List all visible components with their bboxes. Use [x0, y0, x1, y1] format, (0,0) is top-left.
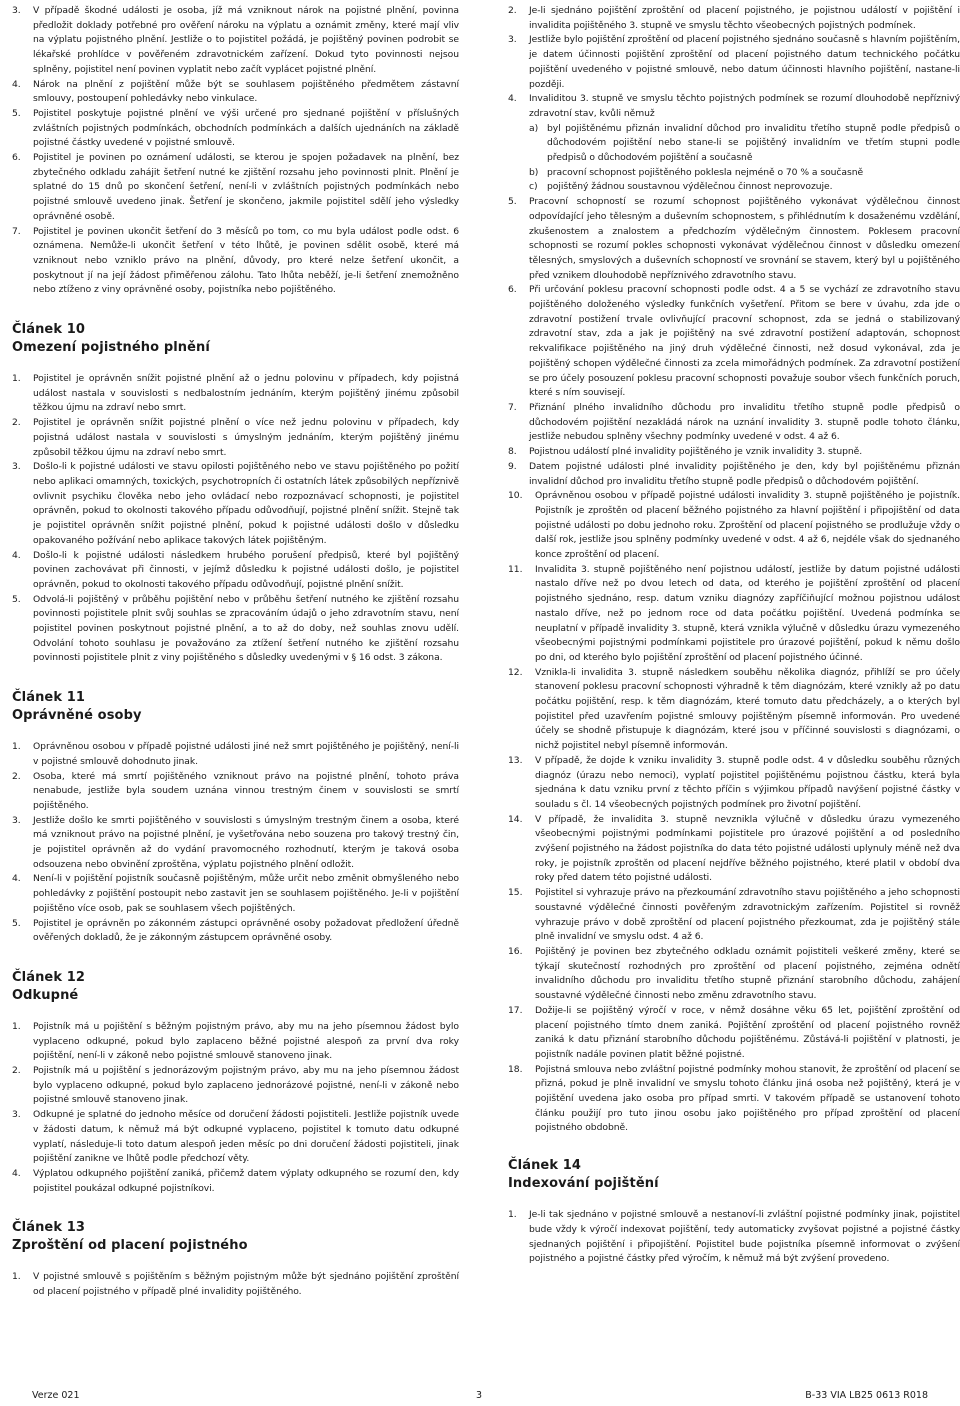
article-14-list	[508, 1208, 960, 1267]
list-item	[508, 666, 960, 754]
item-number: 4.	[12, 78, 21, 90]
item-text: Oprávněnou osobou v případě pojistné události jiné než smrt pojištěného je pojištěný, není-li v pojistné smlouvě dohodnuto jinak.	[33, 741, 459, 767]
list-item	[12, 107, 459, 151]
item-text: Pojistná smlouva nebo zvláštní pojistné podmínky mohou stanovit, že zproštění od placení se přizná, pokud je plně invalidní ve smyslu tohoto článku jiná osoba než pojištěný, která je v pojištění uvedena jako osoba pro případ smrti. V takovém případě se ustanovení tohoto článku použijí pro tuto jinou osobu jako pojištěného pro případ zproštění od placení pojistného obdobně.	[535, 1063, 960, 1134]
article-13-subtitle: Zproštění od placení pojistného	[12, 1238, 248, 1254]
item-number: 5.	[508, 196, 517, 208]
item-text: Invaliditou 3. stupně ve smyslu těchto pojistných podmínek se rozumí dlouhodobě nepříznivý zdravotní stav, kvůli němuž	[529, 93, 960, 119]
item-number: 3.	[508, 34, 517, 46]
sub-item	[529, 122, 960, 166]
list-item	[12, 460, 459, 548]
item-text: Pojistitel je oprávněn snížit pojistné plnění až o jednu polovinu v případech, kdy pojistná událost nastala v souvislosti s nedbalostním jednáním, kterým pojištěný jinému způsobil těžkou újmu na zdraví nebo smrt.	[33, 373, 459, 414]
sub-item	[529, 166, 960, 181]
article-11	[12, 689, 459, 946]
item-number: 8.	[508, 446, 517, 458]
list-item	[508, 4, 960, 33]
item-number: 1.	[508, 1209, 517, 1221]
list-item	[12, 740, 459, 769]
list-top-left	[12, 4, 459, 298]
article-11-title: Článek 11	[12, 690, 86, 706]
item-number: 1.	[12, 1271, 21, 1283]
article-14	[508, 1157, 960, 1267]
item-number: 1.	[12, 1020, 21, 1032]
item-number: 13.	[508, 754, 523, 766]
list-item	[508, 1208, 960, 1267]
item-number: 18.	[508, 1063, 523, 1075]
item-text: Odkupné je splatné do jednoho měsíce od doručení žádosti pojistiteli. Jestliže pojistník uvede v žádosti datum, k němuž má být odkupné vyplaceno, pojistitel k tomuto datu odkupné vyplatí, následuje-li toto datum alespoň jeden měsíc po dni doručení žádosti pojistiteli, jinak pojištění zanikne ve lhůtě podle předchozí věty.	[33, 1109, 459, 1165]
item-number: 1.	[12, 373, 21, 385]
item-text: Oprávněnou osobou v případě pojistné události invalidity 3. stupně pojištěného je pojistník. Pojistník je zproštěn od placení běžného pojistného za hlavní pojištění i připojištění od data pojistné události po dobu jednoho roku. Zproštění od placení pojistného se prodlužuje vždy o další rok, jestliže jsou splněny podmínky uvedené v odst. 4 až 6, nejdéle však do sjednaného konce zproštění od placení.	[535, 490, 960, 561]
item-text: Dožije-li se pojištěný výročí v roce, v němž dosáhne věku 65 let, pojištění zproštění od placení pojistného tímto dnem zaniká. Pojištění zproštění od placení pojistného rovněž zaniká k datu přiznání starobního důchodu pojištěnému. Zůstává-li pojištění v platnosti, je pojistník nadále povinen platit běžné pojistné.	[535, 1004, 960, 1060]
item-number: 4.	[12, 549, 21, 561]
article-10-title: Článek 10	[12, 322, 86, 338]
item-number: 14.	[508, 813, 523, 825]
article-11-list	[12, 740, 459, 946]
item-text: Pracovní schopností se rozumí schopnost pojištěného vykonávat výdělečnou činnost odpovídající jeho tělesným a duševním schopnostem, s přihlédnutím k dosaženému vzdělání, zkušenostem a znalostem a předchozím výdělečným činnostem. Poklesem pracovní schopnosti se rozumí pokles schopnosti vykonávat výdělečnou činnost v důsledku omezení tělesných, smyslových a duševních schopností ve srovnání se stavem, který byl u pojištěného před vznikem dlouhodobě nepříznivého zdravotního stavu.	[529, 196, 960, 281]
list-item	[508, 813, 960, 887]
list-item	[12, 4, 459, 78]
list-item	[508, 489, 960, 563]
item-text: V případě škodné události je osoba, jíž má vzniknout nárok na pojistné plnění, povinna předložit doklady potřebné pro ověření nároku na výplatu a oznámit změny, které mají vliv na výplatu pojistného plnění. Jestliže o to pojistitel požádá, je pojištěný povinen podrobit se lékařské prohlídce v pověřeném zdravotnickém zařízení. Dokud tyto povinnosti nejsou splněny, pojistitel není povinen vyplatit nebo začít vyplácet pojistné plnění.	[33, 5, 459, 75]
sub-item-text: pojištěný žádnou soustavnou výdělečnou činnost neprovozuje.	[547, 181, 833, 193]
list-item	[508, 1004, 960, 1063]
list-item	[12, 78, 459, 107]
list-item	[12, 372, 459, 416]
item-number: 1.	[12, 741, 21, 753]
list-item	[12, 593, 459, 667]
sub-item-text: pracovní schopnost pojištěného poklesla nejméně o 70 % a současně	[547, 166, 864, 178]
footer-document-code: B-33 VIA LB25 0613 R018	[805, 1390, 928, 1401]
list-item	[508, 92, 960, 195]
item-text: Pojistník má u pojištění s jednorázovým pojistným právo, aby mu na jeho písemnou žádost bylo vyplaceno odkupné, pokud bylo zaplaceno jednorázové pojistné, není-li v zákoně nebo pojistné smlouvě stanoveno jinak.	[33, 1065, 459, 1106]
item-number: 6.	[508, 284, 517, 296]
item-number: 9.	[508, 460, 517, 472]
item-number: 7.	[508, 401, 517, 413]
item-text: Došlo-li k pojistné události ve stavu opilosti pojištěného nebo ve stavu pojištěného po požití nebo aplikaci omamných, toxických, psychotropních či ostatních látek způsobilých nepříznivě ovlivnit psychiku člověka nebo jeho ovládací nebo rozpoznávací schopnosti, je pojistitel oprávněn, pokud to okolnosti takového případu odůvodňují, pojistné plnění snížit. Stejně tak je pojistitel oprávněn snížit pojistné plnění, pokud k pojistné události došlo v důsledku opakovaného požívání nebo aplikace takových látek pojištěným.	[33, 461, 459, 546]
item-text: Pojistitel poskytuje pojistné plnění ve výši určené pro sjednané pojištění v příslušných zvláštních pojistných podmínkách, obchodních podmínkách a dalších ujednáních na základě pojistné částky uvedené v pojistné smlouvě.	[33, 107, 459, 149]
list-item	[12, 814, 459, 873]
item-text: Pojistitel je povinen po oznámení události, se kterou je spojen požadavek na plnění, bez zbytečného odkladu zahájit šetření nutné ke zjištění rozsahu jeho povinnosti plnit. Plnění je splatné do 15 dnů po skončení šetření, není-li v zvláštních pojistných podmínkách nebo pojistné smlouvě uvedeno jinak. Šetření je skončeno, jakmile pojistitel sdělí jeho výsledky oprávněné osobě.	[33, 152, 459, 222]
item-number: 3.	[12, 5, 21, 16]
list-item	[508, 283, 960, 401]
footer-version: Verze 021	[32, 1390, 80, 1401]
list-item	[508, 754, 960, 813]
article-12-list	[12, 1020, 459, 1196]
list-item	[508, 945, 960, 1004]
left-column	[12, 4, 459, 1300]
item-number: 10.	[508, 490, 523, 502]
item-text: Není-li v pojištění pojistník současně pojištěným, může určit nebo změnit obmyšleného nebo pohledávky z pojištění postoupit nebo zastavit jen se souhlasem pojištěného. Je-li v pojištění pojištěno více osob, pak se souhlasem všech pojištěných.	[33, 873, 459, 914]
item-number: 5.	[12, 917, 21, 929]
item-text: V případě, že dojde k vzniku invalidity 3. stupně podle odst. 4 v důsledku souběhu různých diagnóz (úrazu nebo nemoci), vyplatí pojistitel pojištěnému pojistnou částku, která byla sjednána k datu vzniku první z těchto příčin s výjimkou případů navýšení pojistné částky v souladu s čl. 14 všeobecných pojistných podmínek pro životní pojištění.	[535, 754, 960, 810]
list-item	[12, 549, 459, 593]
item-text: Pojistnou událostí plné invalidity pojištěného je vznik invalidity 3. stupně.	[529, 446, 863, 458]
list-item	[508, 1063, 960, 1137]
item-number: 2.	[12, 770, 21, 782]
sub-item-letter: a)	[529, 122, 539, 134]
item-number: 16.	[508, 946, 523, 957]
item-number: 2.	[508, 5, 517, 16]
article-11-subtitle: Oprávněné osoby	[12, 708, 142, 724]
item-text: Pojistitel je oprávněn snížit pojistné plnění o více než jednu polovinu v případech, kdy pojistná událost nastala v souvislosti s úmyslným jednáním, kterým pojištěný jinému způsobil těžkou újmu na zdraví nebo smrt.	[33, 417, 459, 458]
list-item	[12, 917, 459, 946]
item-text: Pojistitel si vyhrazuje právo na přezkoumání zdravotního stavu pojištěného a jeho schopnosti soustavné výdělečné činnosti pověřeným zdravotnickým zařízením. Pojistitel si rovněž vyhrazuje právo v době zproštění od placení pojistného přezkoumat, zda je pojištěný stále plně invalidní ve smyslu odst. 4 až 6.	[535, 887, 960, 943]
list-item	[12, 416, 459, 460]
item-text: Pojistník má u pojištění s běžným pojistným právo, aby mu na jeho písemnou žádost bylo vyplaceno odkupné, pokud bylo zaplaceno běžné pojistné alespoň za první dva roky pojištění, není-li v zákoně nebo pojistné smlouvě stanoveno jinak.	[33, 1020, 459, 1062]
item-number: 3.	[12, 1109, 21, 1121]
sub-item	[529, 180, 960, 195]
article-12	[12, 969, 459, 1196]
item-text: Je-li tak sjednáno v pojistné smlouvě a nestanoví-li zvláštní pojistné podmínky jinak, pojistitel bude vždy k výročí indexovat pojištění, tedy automaticky zvyšovat pojistné a pojistné částky sjednaných pojištění i připojištění. Pojistitel bude pojistníka písemně informovat o zvýšení pojistného a pojistné částky před výročím, k němuž má být zvýšení provedeno.	[529, 1209, 960, 1265]
item-text: V pojistné smlouvě s pojištěním s běžným pojistným může být sjednáno pojištění zproštění od placení pojistného v případě plné invalidity pojištěného.	[33, 1271, 459, 1298]
right-column	[508, 4, 960, 1267]
sub-item-letter: c)	[529, 181, 538, 193]
list-item	[12, 225, 459, 299]
item-text: Pojistitel je povinen ukončit šetření do 3 měsíců po tom, co mu byla událost podle odst. 6 oznámena. Nemůže-li ukončit šetření v této lhůtě, je povinen sdělit osobě, které má vzniknout nebo vzniklo právo na plnění, důvody, pro které nelze šetření ukončit, a poskytnout jí na její žádost přiměřenou zálohu. Tato lhůta neběží, je-li šetření znemožněno nebo ztíženo z viny oprávněné osoby, pojistníka nebo pojištěného.	[33, 225, 459, 296]
item-text: Jestliže bylo pojištění zproštění od placení pojistného sjednáno současně s hlavním pojištěním, je datem účinnosti pojištění zproštění od placení pojistného datum technického počátku pojištění uvedeného v pojistné smlouvě, nebo datum účinnosti hlavního pojištění, nastane-li později.	[529, 34, 960, 90]
list-item	[12, 770, 459, 814]
item-text: Datem pojistné události plné invalidity pojištěného je den, kdy byl pojištěnému přiznán invalidní důchod pro invaliditu třetího stupně podle předpisů o důchodovém pojištění.	[529, 460, 960, 487]
list-item	[508, 460, 960, 489]
item-number: 15.	[508, 887, 523, 899]
item-text: Odvolá-li pojištěný v průběhu pojištění nebo v průběhu šetření nutného ke zjištění rozsahu povinnosti pojistitele plnit svůj souhlas se zpracováním údajů o jeho zdravotním stavu, není pojistitel povinen poskytnout pojistné plnění, a to až do doby, než souhlas znovu udělí. Odvolání tohoto souhlasu je považováno za ztížení šetření nutného ke zjištění rozsahu povinnosti pojistitele plnit z viny pojištěného s důsledky uvedenými v § 16 odst. 3 zákona.	[33, 593, 459, 664]
list-item	[508, 886, 960, 945]
item-text: Jestliže došlo ke smrti pojištěného v souvislosti s úmyslným trestným činem a osoba, které má vzniknout právo na pojistné plnění, je vyšetřována nebo souzena pro takový trestný čin, je pojistitel oprávněn až do vydání pravomocného rozhodnutí, kterým je taková osoba odsouzena nebo obvinění zproštěna, výplatu pojistného plnění odložit.	[33, 814, 459, 870]
item-text: Osoba, které má smrtí pojištěného vzniknout právo na pojistné plnění, tohoto práva nenabude, jestliže byla soudem uznána vinnou trestným činem v souvislosti se smrtí pojištěného.	[33, 770, 459, 811]
list-item	[508, 401, 960, 445]
item-text: Invalidita 3. stupně pojištěného není pojistnou událostí, jestliže by datum pojistné události nastalo dříve než po dvou letech od data, od kterého je pojištění zproštění od placení pojistného sjednáno, resp. datum vzniku diagnózy zapříčiňující možnou pojistnou událost nastalo dříve, než po jednom roce od data počátku pojištění. Uvedená podmínka se neuplatní v případě invalidity 3. stupně, která vznikla výlučně v důsledku úrazu vymezeného všeobecnými pojistnými podmínkami pojistitele pro úrazové pojištění, pokud k němu došlo po dni, od kterého bylo pojištění zproštění od placení pojistného účinné.	[535, 563, 960, 663]
list-item	[508, 195, 960, 283]
article-10-list	[12, 372, 459, 666]
item-number: 17.	[508, 1004, 523, 1016]
item-number: 5.	[12, 107, 21, 119]
article-10	[12, 321, 459, 666]
item-text: Při určování poklesu pracovní schopnosti podle odst. 4 a 5 se vychází ze zdravotního stavu pojištěného doloženého výsledky funkčních vyšetření. Přitom se bere v úvahu, zda jde o zdravotní postižení trvale ovlivňující pracovní schopnost, zda se jedná o stabilizovaný zdravotní stav, zda a jak je pojištěný na své zdravotní postižení adaptován, schopnost rekvalifikace pojištěného na jiný druh výdělečné činnosti, než dosud vykonával, zda je pojištěný schopen výdělečné činnosti za zcela mimořádných podmínek. Za zdravotní postižení se pro účely posouzení poklesu pracovní schopnosti považuje soubor všech funkčních poruch, které s ním souvisejí.	[529, 284, 960, 399]
item-number: 7.	[12, 225, 21, 237]
article-10-subtitle: Omezení pojistného plnění	[12, 340, 210, 356]
list-item	[12, 1064, 459, 1108]
item-number: 5.	[12, 593, 21, 605]
item-number: 6.	[12, 152, 21, 164]
list-item	[12, 1167, 459, 1196]
article-14-subtitle: Indexování pojištění	[508, 1176, 659, 1192]
article-13-list	[12, 1270, 459, 1299]
item-text: Nárok na plnění z pojištění může být se souhlasem pojištěného předmětem zástavní smlouvy, postoupení pohledávky nebo vinkulace.	[33, 78, 459, 105]
item-text: Pojistitel je oprávněn po zákonném zástupci oprávněné osoby požadovat předložení úředně ověřených dokladů, že je zákonným zástupcem oprávněné osoby.	[33, 917, 459, 944]
item-text: Přiznání plného invalidního důchodu pro invaliditu třetího stupně podle předpisů o důchodovém pojištění nezakládá nárok na uznání invalidity 3. stupně podle tohoto článku, jestliže nebudou splněny všechny podmínky uvedené v odst. 4 až 6.	[529, 401, 960, 443]
article-13-title: Článek 13	[12, 1220, 86, 1236]
item-number: 2.	[12, 1065, 21, 1077]
article-12-subtitle: Odkupné	[12, 987, 79, 1003]
item-text: Je-li sjednáno pojištění zproštění od placení pojistného, je pojistnou událostí v pojištění i invalidita pojištěného 3. stupně ve smyslu těchto všeobecných pojistných podmínek.	[529, 5, 960, 31]
list-item	[12, 872, 459, 916]
item-number: 4.	[508, 93, 517, 105]
list-item	[12, 1020, 459, 1064]
list-item	[508, 33, 960, 92]
item-text: Došlo-li k pojistné události následkem hrubého porušení předpisů, které byl pojištěný povinen zachovávat při činnosti, v jejímž důsledku k pojistné události došlo, je pojistitel oprávněn, pokud to okolnosti takového případu odůvodňují, pojistné plnění snížit.	[33, 549, 459, 590]
item-text: V případě, že invalidita 3. stupně nevznikla výlučně v důsledku úrazu vymezeného všeobecnými pojistnými podmínkami pojistitele pro úrazové pojištění a od posledního zvýšení pojistného na žádost pojistníka do data této pojistné události uplynuly méně než dva roky, je pojistník zproštěn od placení nejdříve běžného pojistného, které platil v období dva roky před datem této pojistné události.	[535, 813, 960, 884]
article-14-title: Článek 14	[508, 1158, 582, 1174]
item-number: 11.	[508, 563, 523, 575]
list-item	[12, 1108, 459, 1167]
item-text: Pojištěný je povinen bez zbytečného odkladu oznámit pojistiteli veškeré změny, které se týkají skutečností rozhodných pro zproštění od placení pojistného, zejména odnětí invalidního důchodu pro invaliditu třetího stupně přiznání starobního důchodu, zahájení soustavné výdělečné činnosti nebo změnu zdravotního stavu.	[535, 946, 960, 1002]
item-number: 2.	[12, 417, 21, 429]
item-text: Výplatou odkupného pojištění zaniká, přičemž datem výplaty odkupného se rozumí den, kdy pojistitel poukázal odkupné pojistníkovi.	[33, 1168, 459, 1194]
list-item	[12, 151, 459, 225]
article-12-title: Článek 12	[12, 969, 86, 985]
footer-page-number: 3	[476, 1390, 483, 1401]
list-item	[508, 563, 960, 666]
item-text: Vznikla-li invalidita 3. stupně následkem souběhu několika diagnóz, přihlíží se pro účely stanovení poklesu pracovní schopnosti výhradně k těm diagnózám, které vznikly až po datu počátku pojištění, resp. k těm diagnózám, které tomuto datu předcházely, a o kterých byl pojistitel před uzavřením pojistné smlouvy pojištěným písemně informován. Pro uvedené účely se shodně přistupuje k diagnózám, které jsou v příčinné souvislosti s diagnózami, o nichž pojistitel nebyl písemně informován.	[535, 666, 960, 752]
item-number: 3.	[12, 814, 21, 826]
item-number: 4.	[12, 1168, 21, 1179]
item-number: 12.	[508, 666, 523, 678]
list-top-right	[508, 4, 960, 1136]
list-item	[12, 1270, 459, 1299]
sub-item-letter: b)	[529, 166, 539, 178]
list-item	[508, 445, 960, 460]
article-13	[12, 1219, 459, 1299]
item-number: 3.	[12, 461, 21, 473]
sub-item-text: byl pojištěnému přiznán invalidní důchod pro invaliditu třetího stupně podle předpisů o důchodovém pojištění nebo stane-li se pojištěný invalidním ve třetím stupni podle předpisů o důchodovém pojištění a současně	[547, 122, 960, 164]
item-number: 4.	[12, 873, 21, 885]
